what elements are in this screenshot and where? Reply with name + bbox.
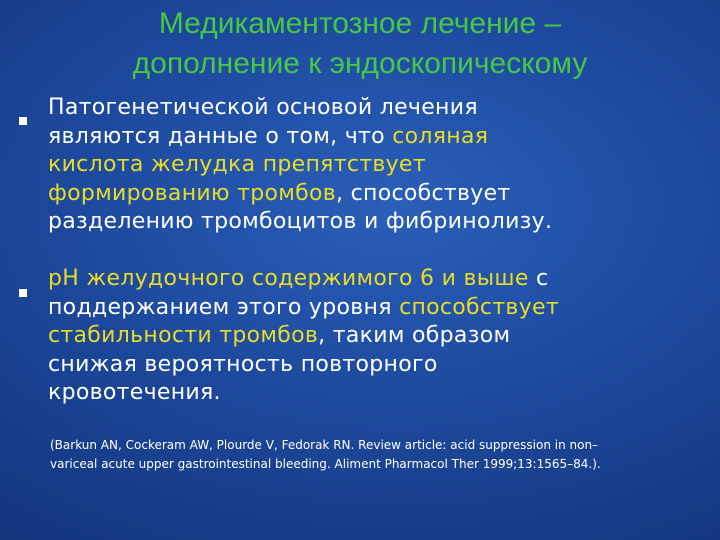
text-run: с bbox=[528, 266, 549, 291]
bullet-text-1 bbox=[48, 94, 688, 237]
reference-line-1: (Barkun AN, Cockeram AW, Plourde V, Fedorak RN. Review article: acid suppression in non– bbox=[50, 438, 599, 452]
bullet-2-line-2 bbox=[48, 294, 688, 323]
square-bullet-icon bbox=[19, 117, 27, 125]
square-bullet-icon bbox=[19, 289, 27, 297]
bullet-1-line-4 bbox=[48, 180, 688, 209]
highlight-text: соляная bbox=[392, 123, 489, 149]
bullet-2-line-4 bbox=[48, 351, 688, 380]
text-run: являются данные о том, что bbox=[48, 123, 393, 149]
bullet-1-line-2 bbox=[48, 123, 688, 152]
reference-line-2: variceal acute upper gastrointestinal bleeding. Aliment Pharmacol Ther 1999;13:1565–84.). bbox=[50, 457, 601, 471]
highlight-text: кислота желудка препятствует bbox=[48, 152, 426, 177]
bullet-1-line-1 bbox=[48, 94, 688, 123]
bullet-2-line-3 bbox=[48, 322, 688, 351]
bullet-2-line-5 bbox=[48, 379, 688, 408]
highlight-text: рН желудочного содержимого 6 и выше bbox=[48, 266, 529, 291]
bullet-text-2 bbox=[48, 265, 688, 408]
highlight-text: стабильности тромбов bbox=[48, 323, 319, 348]
highlight-text: формированию тромбов bbox=[48, 180, 337, 206]
bullet-1-line-5 bbox=[48, 208, 688, 237]
text-run: снижая вероятность повторного bbox=[48, 351, 438, 377]
reference-citation bbox=[50, 436, 710, 474]
text-run: Патогенетической основой лечения bbox=[48, 95, 478, 120]
highlight-text: способствует bbox=[399, 294, 559, 320]
text-run: , таким образом bbox=[318, 323, 511, 348]
bullet-1-line-3 bbox=[48, 151, 688, 180]
text-run: кровотечения. bbox=[48, 380, 221, 405]
slide-title bbox=[40, 4, 680, 84]
text-run: разделению тромбоцитов и фибринолизу. bbox=[48, 209, 553, 234]
title-line-1: Медикаментозное лечение – bbox=[158, 7, 562, 40]
bullet-2-line-1 bbox=[48, 265, 688, 294]
text-run: , способствует bbox=[336, 180, 511, 206]
text-run: поддержанием этого уровня bbox=[48, 294, 400, 320]
title-line-2: дополнение к эндоскопическому bbox=[132, 47, 588, 80]
